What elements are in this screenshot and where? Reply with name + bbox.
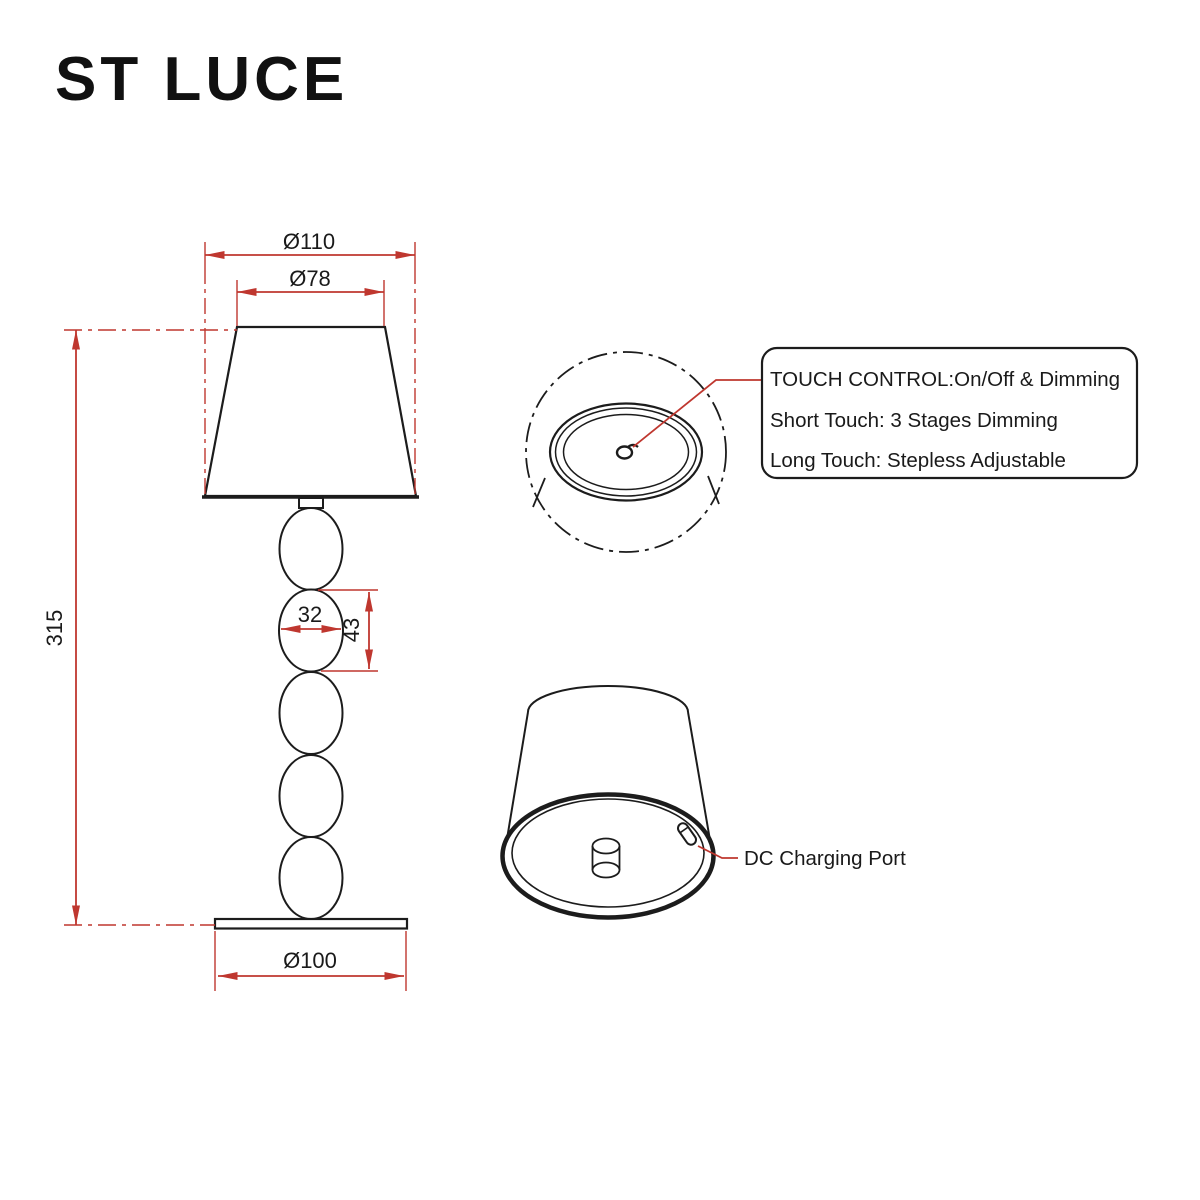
dim-label-78: Ø78	[289, 266, 331, 291]
shade-top-edge-arc	[528, 686, 688, 712]
glass-bead	[280, 508, 343, 590]
dim-label-110: Ø110	[282, 229, 336, 254]
dimension-total-height	[42, 330, 237, 925]
shade-bottom-rim	[503, 795, 714, 918]
shade-top-rim-outer	[550, 404, 702, 501]
glass-bead	[280, 837, 343, 919]
brand-logo: ST LUCE	[55, 45, 349, 114]
touch-control-icon	[617, 445, 638, 459]
dim-label-100: Ø100	[283, 948, 337, 973]
dim-label-32: 32	[297, 602, 323, 627]
glass-bead	[280, 755, 343, 837]
dim-label-43: 43	[339, 617, 364, 643]
lamp-neck	[299, 498, 323, 508]
dim-label-315: 315	[42, 609, 67, 647]
lamp-base	[215, 919, 407, 929]
callout-line-3: Long Touch: Stepless Adjustable	[770, 449, 1066, 472]
glass-bead	[280, 672, 343, 754]
shade-top-surface	[564, 415, 689, 490]
lamp-shade-outline	[205, 327, 416, 496]
top-view	[526, 352, 763, 552]
callout-line-2: Short Touch: 3 Stages Dimming	[770, 409, 1058, 432]
shade-top-rim-inner	[556, 408, 697, 496]
dimension-base-diameter	[215, 931, 406, 991]
front-view	[202, 327, 419, 929]
bottom-view	[503, 686, 907, 918]
dimension-shade-top-diameter	[237, 266, 384, 326]
dc-charging-port-label: DC Charging Port	[744, 847, 906, 870]
callout-line-1: TOUCH CONTROL:On/Off & Dimming	[770, 368, 1121, 391]
touch-control-callout	[762, 348, 1137, 478]
